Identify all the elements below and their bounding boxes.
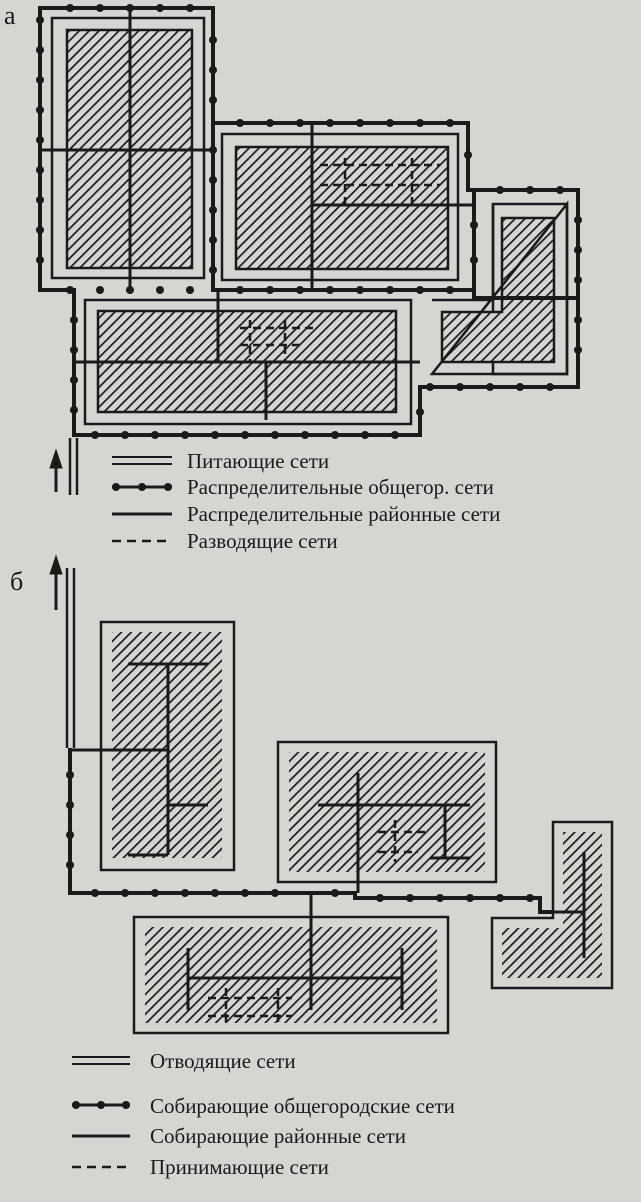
legend-branch-label: Разводящие сети: [187, 529, 338, 553]
panel-a-legend: [112, 449, 500, 553]
panel-b-letter: б: [10, 567, 24, 596]
legend-distribution-city-symbol: [112, 483, 172, 491]
panel-a: [4, 1, 582, 553]
legend-collecting-district-label: Собирающие районные сети: [150, 1124, 406, 1148]
building-b2: [289, 752, 485, 872]
legend-outlet-label: Отводящие сети: [150, 1049, 296, 1073]
legend-feed-label: Питающие сети: [187, 449, 330, 473]
panel-b: [10, 556, 612, 1179]
legend-feed-symbol: [112, 457, 172, 464]
legend-distribution-district-label: Распределительные районные сети: [187, 502, 501, 526]
panel-b-legend: [72, 1049, 455, 1179]
legend-collecting-city-label: Собирающие общегородские сети: [150, 1094, 455, 1118]
panel-a-letter: а: [4, 1, 16, 30]
panel-a-feed-main: [50, 438, 77, 495]
panel-b-outlet-main: [50, 556, 74, 748]
legend-outlet-symbol: [72, 1057, 130, 1064]
legend-receiving-label: Принимающие сети: [150, 1155, 329, 1179]
legend-collecting-city-symbol: [72, 1101, 130, 1109]
legend-distribution-city-label: Распределительные общегор. сети: [187, 475, 494, 499]
